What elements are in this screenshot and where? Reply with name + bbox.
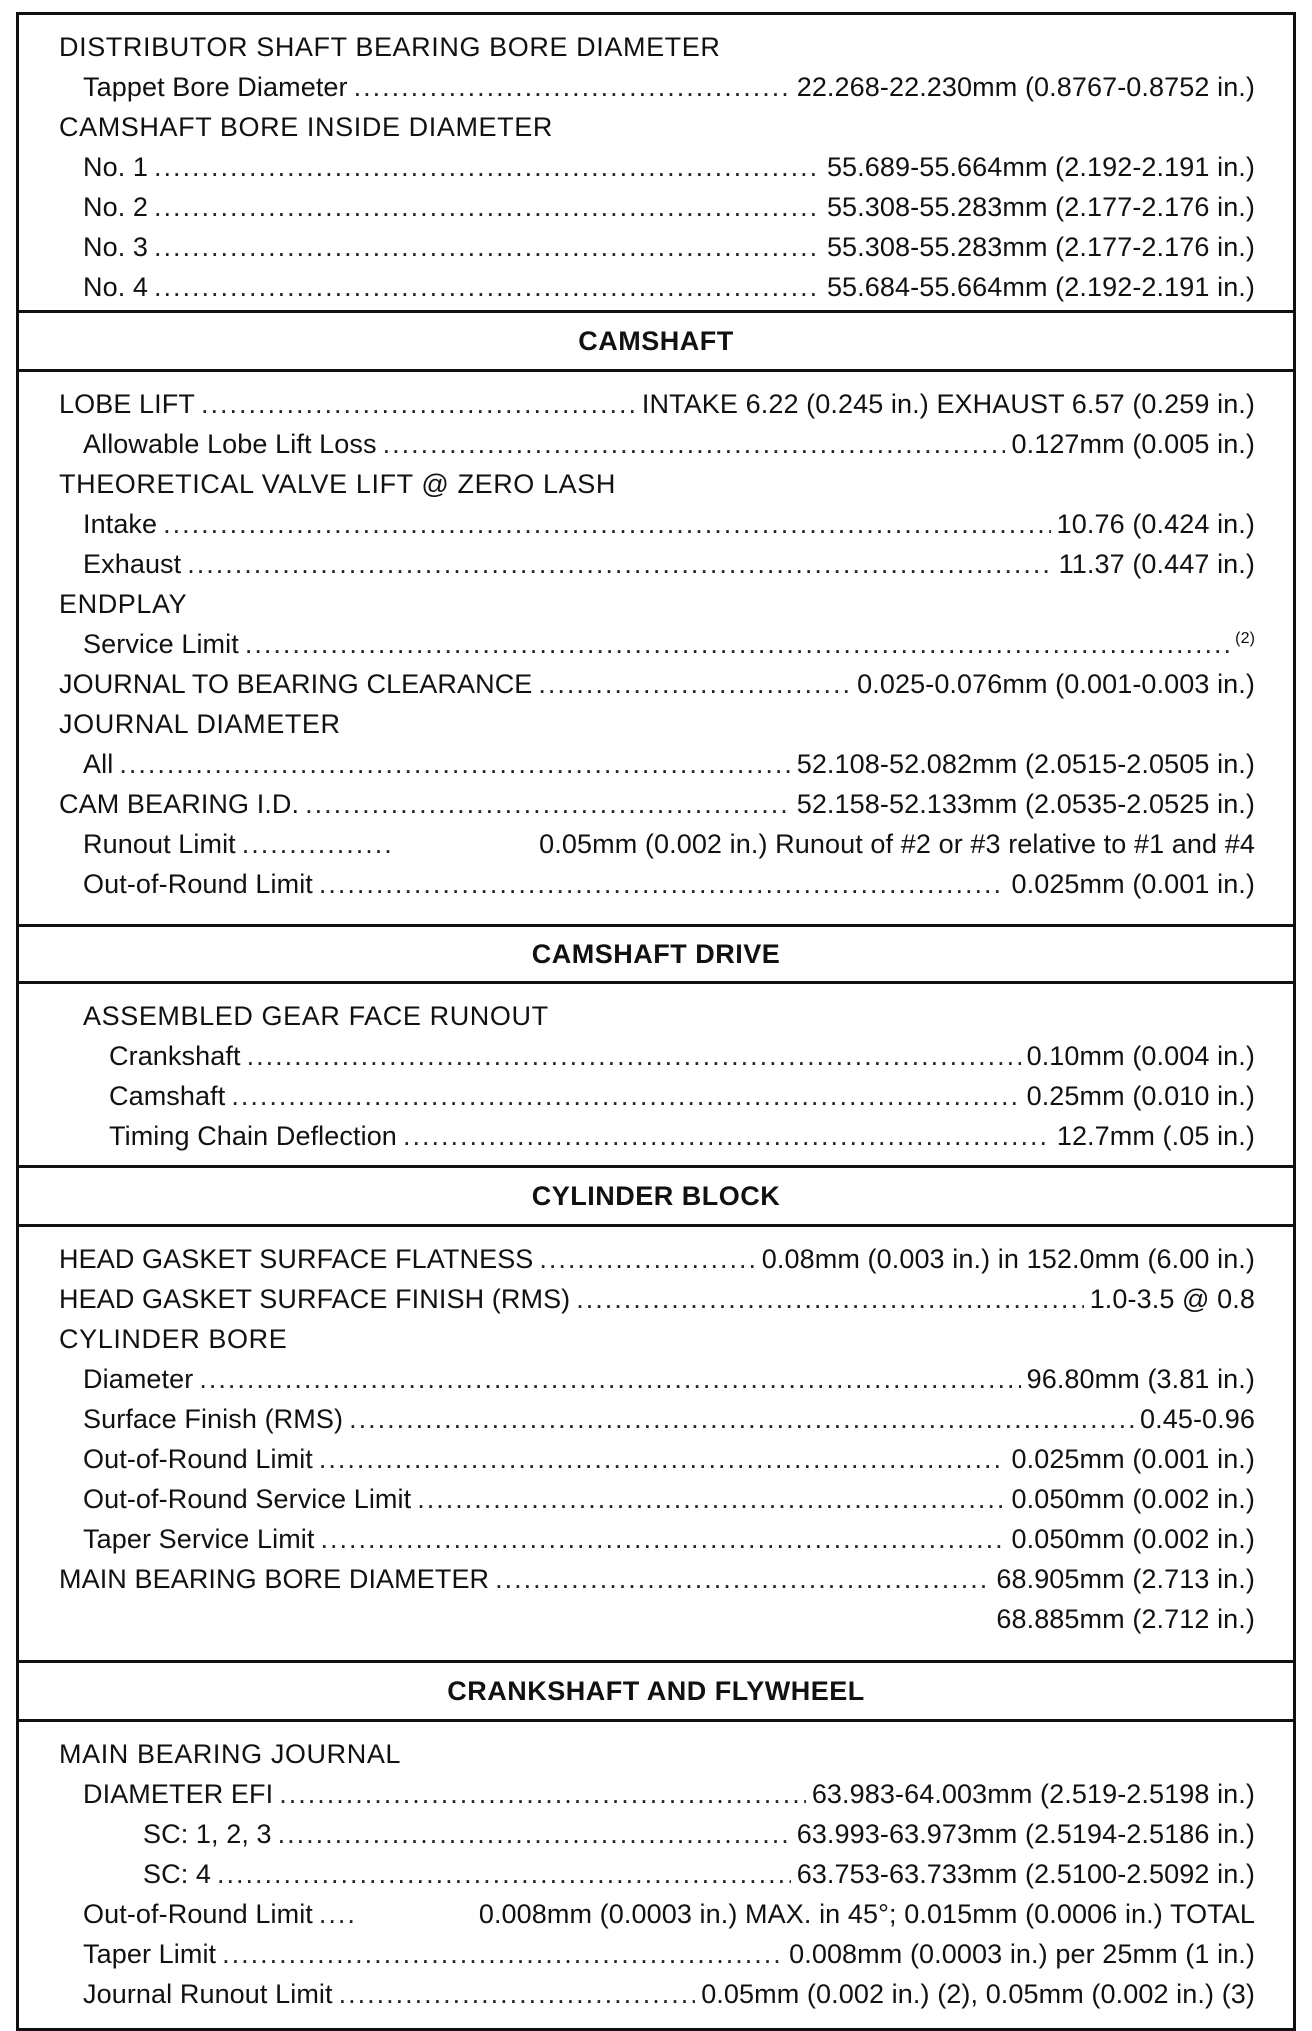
spec-row: LOBE LIFT ..... INTAKE 6.22 (0.245 in.) EXHAUST 6.57 (0.259 in.) <box>59 384 1255 424</box>
spec-row: Taper Service Limit ..... 0.050mm (0.002 in.) <box>59 1519 1255 1559</box>
spec-table <box>16 12 1296 2031</box>
spec-row: Intake ..... 10.76 (0.424 in.) <box>59 504 1255 544</box>
spec-row: Out-of-Round Service Limit ..... 0.050mm (0.002 in.) <box>59 1479 1255 1519</box>
spec-heading: CYLINDER BORE <box>59 1324 288 1354</box>
spec-heading: ASSEMBLED GEAR FACE RUNOUT <box>83 1001 549 1031</box>
spec-heading: JOURNAL DIAMETER <box>59 709 341 739</box>
spec-row: JOURNAL TO BEARING CLEARANCE ..... 0.025-0.076mm (0.001-0.003 in.) <box>59 664 1255 704</box>
spec-row: Service Limit ..... (2) <box>59 624 1255 664</box>
section-header-camshaft: CAMSHAFT <box>19 310 1293 372</box>
spec-row: All ..... 52.108-52.082mm (2.0515-2.0505 in.) <box>59 744 1255 784</box>
section-header-crankshaft-flywheel: CRANKSHAFT AND FLYWHEEL <box>19 1660 1293 1722</box>
section-cylinder-block <box>19 1227 1293 1660</box>
section-camshaft-drive <box>19 984 1293 1165</box>
spec-row: No. 3 ..... 55.308-55.283mm (2.177-2.176 in.) <box>59 227 1255 267</box>
spec-row: Tappet Bore Diameter ..... 22.268-22.230mm (0.8767-0.8752 in.) <box>59 67 1255 107</box>
spec-heading: DISTRIBUTOR SHAFT BEARING BORE DIAMETER <box>59 32 721 62</box>
section-header-camshaft-drive: CAMSHAFT DRIVE <box>19 924 1293 984</box>
spec-row: Out-of-Round Limit ..... 0.025mm (0.001 in.) <box>59 864 1255 904</box>
spec-row: Exhaust ..... 11.37 (0.447 in.) <box>59 544 1255 584</box>
spec-row: No. 2 ..... 55.308-55.283mm (2.177-2.176 in.) <box>59 187 1255 227</box>
spec-row: Surface Finish (RMS) ..... 0.45-0.96 <box>59 1399 1255 1439</box>
spec-heading: CAMSHAFT BORE INSIDE DIAMETER <box>59 112 553 142</box>
spec-row: Journal Runout Limit ..... 0.05mm (0.002 in.) (2), 0.05mm (0.002 in.) (3) <box>59 1974 1255 2014</box>
spec-row: MAIN BEARING BORE DIAMETER ..... 68.905mm (2.713 in.) <box>59 1559 1255 1599</box>
section-header-cylinder-block: CYLINDER BLOCK <box>19 1165 1293 1227</box>
spec-row: HEAD GASKET SURFACE FLATNESS ..... 0.08mm (0.003 in.) in 152.0mm (6.00 in.) <box>59 1239 1255 1279</box>
section-crankshaft-flywheel <box>19 1722 1293 2028</box>
spec-row: Out-of-Round Limit ..... 0.008mm (0.0003 in.) MAX. in 45°; 0.015mm (0.0006 in.) TOTAL <box>59 1894 1255 1934</box>
spec-row: Runout Limit ..... 0.05mm (0.002 in.) Runout of #2 or #3 relative to #1 and #4 <box>59 824 1255 864</box>
spec-row: Allowable Lobe Lift Loss ..... 0.127mm (0.005 in.) <box>59 424 1255 464</box>
spec-row: Camshaft ..... 0.25mm (0.010 in.) <box>59 1076 1255 1116</box>
spec-row: Diameter ..... 96.80mm (3.81 in.) <box>59 1359 1255 1399</box>
spec-heading: THEORETICAL VALVE LIFT @ ZERO LASH <box>59 469 616 499</box>
spec-row: Out-of-Round Limit ..... 0.025mm (0.001 in.) <box>59 1439 1255 1479</box>
section-bores <box>19 15 1293 310</box>
spec-row: HEAD GASKET SURFACE FINISH (RMS) ..... 1.0-3.5 @ 0.8 <box>59 1279 1255 1319</box>
spec-heading: ENDPLAY <box>59 589 188 619</box>
spec-row: Timing Chain Deflection ..... 12.7mm (.05 in.) <box>59 1116 1255 1156</box>
spec-row-continuation: 68.885mm (2.712 in.) <box>996 1604 1255 1634</box>
spec-row: No. 4 ..... 55.684-55.664mm (2.192-2.191 in.) <box>59 267 1255 307</box>
section-camshaft <box>19 372 1293 924</box>
spec-row: Crankshaft ..... 0.10mm (0.004 in.) <box>59 1036 1255 1076</box>
spec-row: SC: 4 ..... 63.753-63.733mm (2.5100-2.5092 in.) <box>59 1854 1255 1894</box>
spec-row: DIAMETER EFI ..... 63.983-64.003mm (2.519-2.5198 in.) <box>59 1774 1255 1814</box>
spec-heading: MAIN BEARING JOURNAL <box>59 1739 402 1769</box>
spec-row: Taper Limit ..... 0.008mm (0.0003 in.) per 25mm (1 in.) <box>59 1934 1255 1974</box>
footnote-marker: (2) <box>1235 630 1255 647</box>
spec-row: No. 1 ..... 55.689-55.664mm (2.192-2.191 in.) <box>59 147 1255 187</box>
spec-row: CAM BEARING I.D. ..... 52.158-52.133mm (2.0535-2.0525 in.) <box>59 784 1255 824</box>
spec-row: SC: 1, 2, 3 ..... 63.993-63.973mm (2.5194-2.5186 in.) <box>59 1814 1255 1854</box>
